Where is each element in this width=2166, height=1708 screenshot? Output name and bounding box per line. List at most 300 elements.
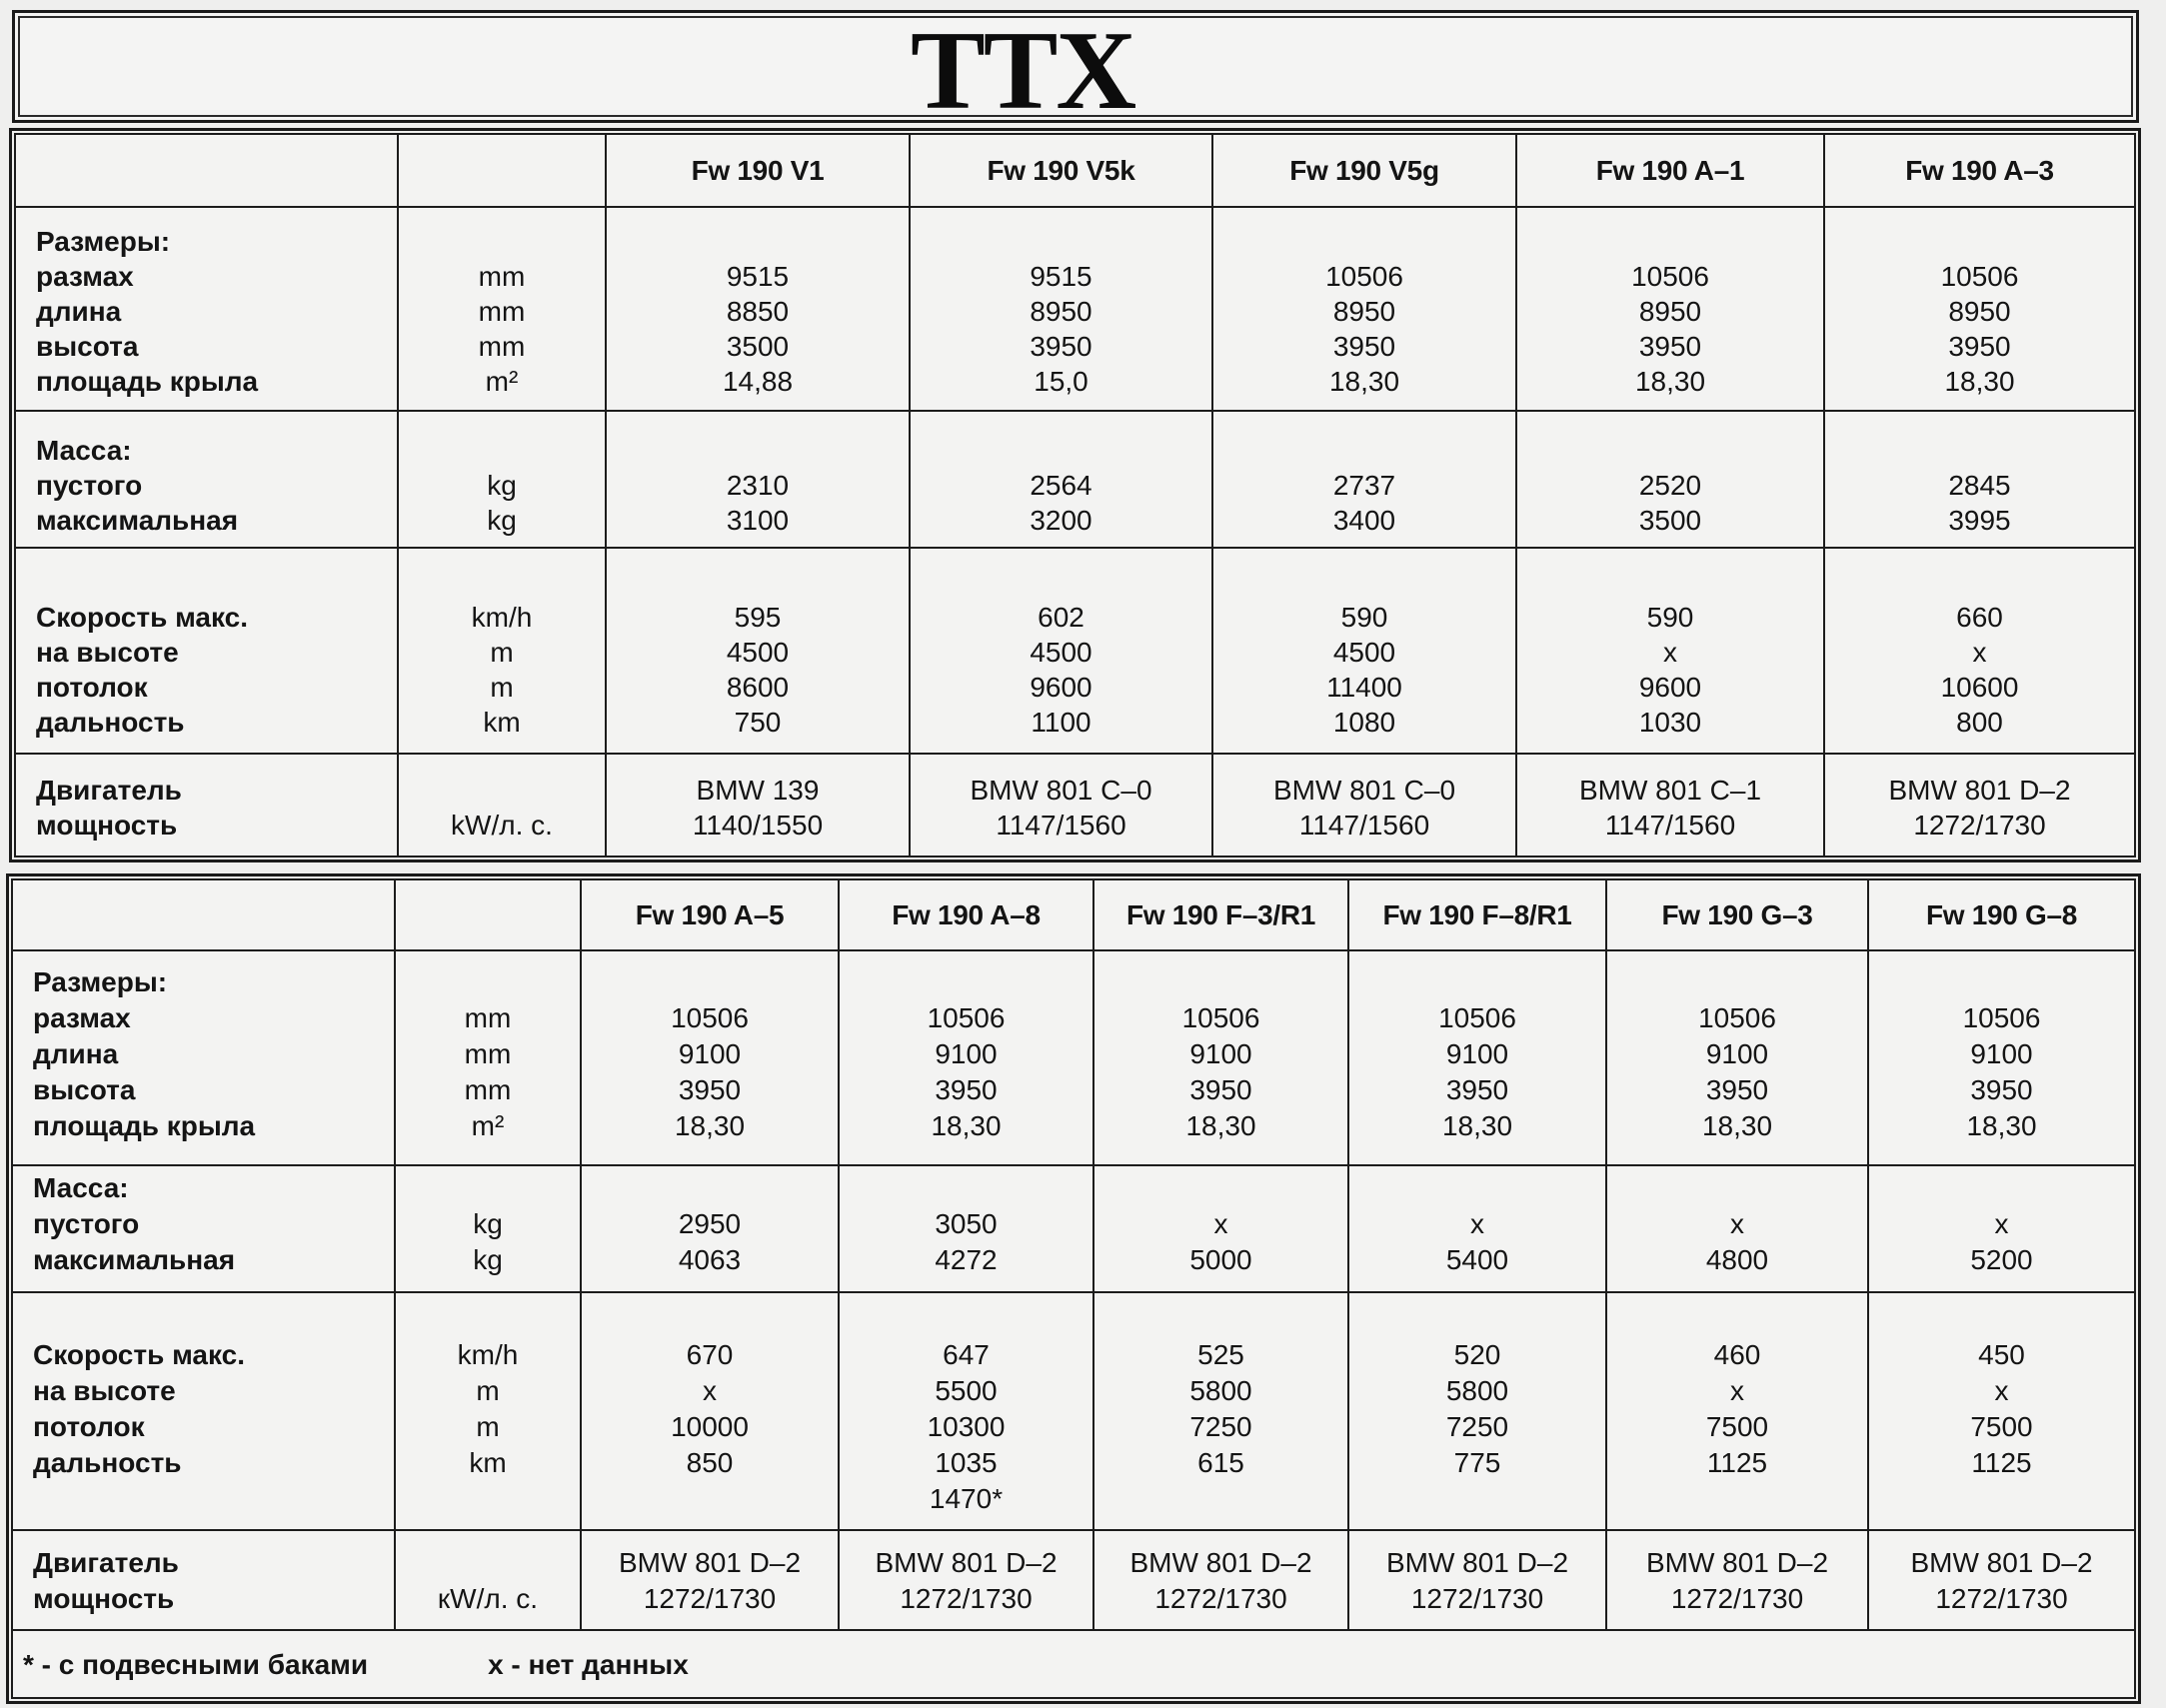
spec-value: 9100 [935, 1038, 998, 1069]
spec-value: 10000 [671, 1411, 749, 1442]
unit-label: km [469, 1447, 507, 1478]
spec-value: 3950 [1445, 1074, 1509, 1105]
spec-value: 3950 [1189, 1074, 1252, 1105]
spec-value [1869, 1170, 2134, 1206]
unit-column [395, 950, 581, 1165]
value-cell [910, 207, 1212, 411]
unit-label: km/h [457, 1339, 519, 1370]
header-row [12, 879, 2135, 950]
spec-value: 595 [734, 602, 782, 633]
value-cell [606, 548, 910, 754]
spec-value: 10506 [1698, 1002, 1776, 1033]
spec-value: 1272/1730 [1935, 1583, 2068, 1614]
spec-value: 8950 [1638, 296, 1702, 327]
value-cell [1212, 411, 1516, 548]
model-header: Fw 190 F–8/R1 [1348, 879, 1606, 950]
section-row-mass [15, 411, 2135, 548]
spec-value: BMW 801 D–2 [1129, 1547, 1312, 1578]
model-header: Fw 190 A–3 [1824, 134, 2135, 207]
spec-value: 750 [734, 707, 782, 738]
spec-value: 3950 [1705, 1074, 1769, 1105]
unit-label: mm [478, 331, 526, 362]
section-row-dimensions [12, 950, 2135, 1165]
unit-label [399, 433, 605, 468]
parameter-label: максимальная [33, 1244, 236, 1275]
section-row-mass [12, 1165, 2135, 1292]
unit-column [398, 411, 606, 548]
spec-value: 1035 [935, 1447, 998, 1478]
spec-value: 3200 [1030, 505, 1092, 536]
spec-value: x [1470, 1208, 1484, 1239]
spec-value: 3950 [1970, 1074, 2033, 1105]
spec-value: 5400 [1445, 1244, 1509, 1275]
spec-value: 9100 [1445, 1038, 1509, 1069]
spec-value: 14,88 [722, 366, 794, 397]
model-header: Fw 190 V5g [1212, 134, 1516, 207]
section-heading: Скорость макс. [36, 602, 248, 633]
unit-label: mm [464, 1038, 512, 1069]
spec-value: 15,0 [1034, 366, 1088, 397]
parameter-label: длина [33, 1038, 119, 1069]
spec-value: 3950 [935, 1074, 998, 1105]
spec-value: 9100 [678, 1038, 742, 1069]
spec-value: 1080 [1332, 707, 1396, 738]
value-cell [1516, 548, 1824, 754]
value-cell [1868, 1292, 2135, 1530]
value-cell [1606, 950, 1868, 1165]
model-header: Fw 190 G–8 [1868, 879, 2135, 950]
parameter-labels [12, 1530, 395, 1630]
section-heading: Размеры: [36, 226, 171, 257]
spec-value: 2737 [1332, 470, 1396, 501]
spec-value: 1470* [929, 1483, 1004, 1514]
section-heading: Двигатель [36, 775, 182, 806]
parameter-labels [15, 754, 398, 856]
spec-value: 18,30 [1328, 366, 1400, 397]
parameter-label: на высоте [33, 1375, 176, 1406]
spec-value: 18,30 [1441, 1110, 1513, 1141]
spec-value [1349, 1170, 1605, 1206]
spec-value: 1125 [1971, 1447, 2032, 1478]
value-cell [1516, 207, 1824, 411]
spec-value: 1272/1730 [1670, 1583, 1804, 1614]
value-cell [1824, 411, 2135, 548]
spec-value: 1147/1560 [996, 810, 1126, 841]
spec-value: 3950 [1638, 331, 1702, 362]
spec-value [911, 433, 1211, 468]
spec-value: 647 [943, 1339, 990, 1370]
unit-label: km [483, 707, 521, 738]
spec-value: 602 [1038, 602, 1084, 633]
spec-value [1825, 224, 2134, 259]
model-header: Fw 190 A–1 [1516, 134, 1824, 207]
spec-value: 9515 [1030, 261, 1092, 292]
value-cell [1093, 1165, 1348, 1292]
spec-value: 10506 [1962, 1002, 2041, 1033]
spec-value: 450 [1978, 1339, 2025, 1370]
footnote-no-data: x - нет данных [488, 1648, 689, 1680]
parameter-label: высота [33, 1074, 136, 1105]
unit-label [399, 773, 605, 808]
unit-label [399, 224, 605, 259]
spec-value: 4500 [1030, 637, 1092, 668]
spec-value: 18,30 [674, 1110, 746, 1141]
spec-value: 8950 [1948, 296, 2011, 327]
unit-label: кW/л. с. [437, 1583, 539, 1614]
footnote-row [12, 1630, 2135, 1698]
section-heading: Размеры: [33, 966, 168, 997]
spec-value [1517, 433, 1823, 468]
unit-label: m [476, 1375, 500, 1406]
value-cell [1348, 1292, 1606, 1530]
spec-value: 5200 [1970, 1244, 2033, 1275]
spec-value: 10506 [927, 1002, 1006, 1033]
spec-value: 18,30 [1701, 1110, 1773, 1141]
value-cell [606, 411, 910, 548]
spec-value: 1147/1560 [1298, 810, 1430, 841]
parameter-labels [15, 207, 398, 411]
value-cell [606, 754, 910, 856]
spec-value: 615 [1197, 1447, 1244, 1478]
parameter-label: пустого [36, 470, 143, 501]
parameter-label: высота [36, 331, 139, 362]
spec-value: 3995 [1948, 505, 2011, 536]
parameter-label: пустого [33, 1208, 140, 1239]
unit-label: km/h [471, 602, 533, 633]
spec-value: x [1994, 1208, 2009, 1239]
spec-value: 10506 [1940, 261, 2019, 292]
unit-label: kg [473, 1208, 503, 1239]
parameter-label: мощность [33, 1583, 175, 1614]
spec-value: BMW 801 D–2 [1910, 1547, 2093, 1578]
parameter-labels [15, 411, 398, 548]
value-cell [581, 1165, 839, 1292]
spec-value [1869, 964, 2134, 1000]
spec-value: 3100 [726, 505, 790, 536]
parameter-label: размах [36, 261, 134, 292]
spec-value [582, 1170, 838, 1206]
value-cell [1212, 548, 1516, 754]
spec-value: 520 [1453, 1339, 1501, 1370]
value-cell [1348, 1165, 1606, 1292]
model-header: Fw 190 V5k [910, 134, 1212, 207]
value-cell [1868, 1165, 2135, 1292]
parameter-label: площадь крыла [33, 1110, 256, 1141]
parameter-label: потолок [36, 672, 148, 703]
section-row-engine [12, 1530, 2135, 1630]
spec-value: 7500 [1705, 1411, 1769, 1442]
parameter-labels [12, 1165, 395, 1292]
spec-value: 9100 [1189, 1038, 1252, 1069]
spec-value: 18,30 [1944, 366, 2015, 397]
spec-value: BMW 801 C–0 [970, 775, 1152, 806]
unit-label: mm [478, 296, 526, 327]
spec-value: 18,30 [931, 1110, 1002, 1141]
unit-label: m² [485, 366, 519, 397]
spec-value: 4063 [678, 1244, 742, 1275]
spec-table-2 [11, 878, 2136, 1699]
spec-value: BMW 801 D–2 [1385, 1547, 1569, 1578]
spec-value [1094, 964, 1347, 1000]
spec-value: 2520 [1638, 470, 1702, 501]
spec-value: 1125 [1706, 1447, 1768, 1478]
model-header: Fw 190 A–5 [581, 879, 839, 950]
spec-value: 10506 [1325, 261, 1403, 292]
section-heading: Масса: [33, 1172, 129, 1203]
section-heading: Масса: [36, 435, 132, 466]
spec-value: 670 [686, 1339, 734, 1370]
unit-label [396, 1170, 580, 1206]
spec-value [1607, 1170, 1867, 1206]
value-cell [1212, 754, 1516, 856]
spec-value: 10506 [1181, 1002, 1260, 1033]
unit-label: kg [487, 470, 517, 501]
spec-value: 460 [1713, 1339, 1761, 1370]
spec-value: BMW 801 C–1 [1578, 775, 1762, 806]
spec-value [1213, 224, 1515, 259]
spec-value: 9100 [1970, 1038, 2033, 1069]
spec-value [1213, 433, 1515, 468]
spec-value: 5800 [1445, 1375, 1509, 1406]
spec-value: 850 [686, 1447, 734, 1478]
spec-value [1094, 1170, 1347, 1206]
unit-label: mm [464, 1074, 512, 1105]
value-cell [1824, 548, 2135, 754]
header-empty-label-cell [15, 134, 398, 207]
spec-value: 775 [1453, 1447, 1501, 1478]
spec-value: 3950 [1948, 331, 2011, 362]
spec-value: 1272/1730 [1154, 1583, 1287, 1614]
model-header: Fw 190 V1 [606, 134, 910, 207]
parameter-labels [12, 950, 395, 1165]
parameter-label: на высоте [36, 637, 179, 668]
spec-value: x [1972, 637, 1987, 668]
value-cell [581, 1292, 839, 1530]
model-header: Fw 190 A–8 [839, 879, 1093, 950]
unit-column [395, 1530, 581, 1630]
spec-value: 10506 [1438, 1002, 1516, 1033]
header-empty-unit-cell [395, 879, 581, 950]
value-cell [1093, 1530, 1348, 1630]
unit-label: mm [464, 1002, 512, 1033]
spec-table-1 [14, 133, 2136, 857]
section-heading: Скорость макс. [33, 1339, 245, 1370]
parameter-label: размах [33, 1002, 131, 1033]
value-cell [910, 548, 1212, 754]
model-header: Fw 190 G–3 [1606, 879, 1868, 950]
value-cell [1516, 754, 1824, 856]
spec-value: 18,30 [1185, 1110, 1256, 1141]
spec-value: BMW 801 D–2 [618, 1547, 802, 1578]
value-cell [1824, 754, 2135, 856]
spec-value: x [1994, 1375, 2009, 1406]
value-cell [1824, 207, 2135, 411]
spec-value: 5000 [1189, 1244, 1252, 1275]
value-cell [1212, 207, 1516, 411]
spec-value: 5500 [935, 1375, 998, 1406]
spec-value: 2310 [726, 470, 790, 501]
spec-value: 7500 [1970, 1411, 2033, 1442]
spec-value: 1272/1730 [1410, 1583, 1544, 1614]
parameter-labels [12, 1292, 395, 1530]
value-cell [606, 207, 910, 411]
spec-value: 10506 [1631, 261, 1709, 292]
value-cell [1606, 1530, 1868, 1630]
spec-value: 8850 [726, 296, 790, 327]
parameter-label: максимальная [36, 505, 239, 536]
spec-value: 4800 [1705, 1244, 1769, 1275]
spec-value: 3950 [678, 1074, 742, 1105]
value-cell [581, 950, 839, 1165]
spec-value: 8600 [726, 672, 790, 703]
spec-value: BMW 801 C–0 [1272, 775, 1456, 806]
unit-label: m [490, 672, 514, 703]
spec-value: BMW 139 [696, 775, 820, 806]
spec-value: 1272/1730 [1913, 810, 2046, 841]
unit-column [398, 754, 606, 856]
footnote-cell [12, 1630, 2135, 1698]
spec-value: x [1213, 1208, 1228, 1239]
parameter-label: длина [36, 296, 122, 327]
spec-value: 1140/1550 [692, 810, 824, 841]
spec-value: 1100 [1031, 707, 1091, 738]
spec-value [1825, 433, 2134, 468]
parameter-label: площадь крыла [36, 366, 259, 397]
spec-value [911, 224, 1211, 259]
value-cell [1606, 1165, 1868, 1292]
parameter-label: мощность [36, 810, 178, 841]
parameter-labels [15, 548, 398, 754]
unit-label: kg [473, 1244, 503, 1275]
spec-value: 590 [1646, 602, 1694, 633]
value-cell [839, 1292, 1093, 1530]
unit-label [396, 964, 580, 1000]
spec-value: 18,30 [1634, 366, 1706, 397]
section-heading: Двигатель [33, 1547, 179, 1578]
spec-value: 3950 [1030, 331, 1092, 362]
unit-label: m [476, 1411, 500, 1442]
spec-value: 1147/1560 [1604, 810, 1736, 841]
spec-value: 7250 [1189, 1411, 1252, 1442]
spec-value: 18,30 [1966, 1110, 2037, 1141]
value-cell [1348, 1530, 1606, 1630]
section-row-performance [12, 1292, 2135, 1530]
spec-value: x [1730, 1208, 1744, 1239]
spec-value [1349, 964, 1605, 1000]
spec-value [1607, 964, 1867, 1000]
section-row-dimensions [15, 207, 2135, 411]
spec-value: 9600 [1030, 672, 1092, 703]
spec-value: 9515 [726, 261, 790, 292]
value-cell [910, 411, 1212, 548]
value-cell [1606, 1292, 1868, 1530]
spec-value: 9600 [1638, 672, 1702, 703]
spec-value: 7250 [1445, 1411, 1509, 1442]
spec-value: 2564 [1030, 470, 1092, 501]
spec-value: 525 [1197, 1339, 1244, 1370]
spec-value [1517, 224, 1823, 259]
unit-column [398, 207, 606, 411]
spec-value: 4500 [1332, 637, 1396, 668]
title-box [12, 9, 2139, 133]
spec-value: 3500 [1638, 505, 1702, 536]
spec-value: x [1663, 637, 1677, 668]
unit-label [396, 1545, 580, 1581]
value-cell [1868, 950, 2135, 1165]
header-row [15, 134, 2135, 207]
header-empty-label-cell [12, 879, 395, 950]
footnote-drop-tanks: * - с подвесными баками [23, 1648, 369, 1680]
section-row-performance [15, 548, 2135, 754]
spec-value: 10300 [927, 1411, 1006, 1442]
spec-value: 1272/1730 [643, 1583, 777, 1614]
spec-value: 660 [1956, 602, 2003, 633]
value-cell [1348, 950, 1606, 1165]
value-cell [1093, 950, 1348, 1165]
section-row-engine [15, 754, 2135, 856]
spec-value: 10600 [1940, 672, 2019, 703]
spec-value: 8950 [1030, 296, 1092, 327]
unit-label: kW/л. с. [451, 810, 553, 841]
spec-value: 4272 [935, 1244, 998, 1275]
spec-value [607, 433, 909, 468]
spec-value: x [1730, 1375, 1744, 1406]
unit-label: m² [471, 1110, 505, 1141]
spec-value [840, 1170, 1092, 1206]
spec-value [582, 964, 838, 1000]
parameter-label: дальность [33, 1447, 182, 1478]
spec-value: BMW 801 D–2 [1888, 775, 2071, 806]
value-cell [1516, 411, 1824, 548]
value-cell [1093, 1292, 1348, 1530]
spec-value: 9100 [1705, 1038, 1769, 1069]
parameter-label: потолок [33, 1411, 145, 1442]
spec-value: 8950 [1332, 296, 1396, 327]
unit-column [395, 1165, 581, 1292]
spec-value: BMW 801 D–2 [875, 1547, 1058, 1578]
spec-value: 3050 [935, 1208, 998, 1239]
spec-value: 2950 [678, 1208, 742, 1239]
value-cell [839, 1530, 1093, 1630]
spec-value: 800 [1956, 707, 2003, 738]
spec-value: 5800 [1189, 1375, 1252, 1406]
unit-column [398, 548, 606, 754]
value-cell [581, 1530, 839, 1630]
spec-value: 3500 [726, 331, 790, 362]
spec-value: x [703, 1375, 717, 1406]
unit-label: mm [478, 261, 526, 292]
value-cell [1868, 1530, 2135, 1630]
spec-value: 11400 [1326, 672, 1402, 703]
spec-value: 3950 [1332, 331, 1396, 362]
spec-value: 3400 [1332, 505, 1396, 536]
spec-value: 590 [1340, 602, 1388, 633]
unit-label: m [490, 637, 514, 668]
value-cell [839, 950, 1093, 1165]
spec-value: 1030 [1638, 707, 1702, 738]
spec-value [840, 964, 1092, 1000]
value-cell [839, 1165, 1093, 1292]
model-header: Fw 190 F–3/R1 [1093, 879, 1348, 950]
unit-column [395, 1292, 581, 1530]
header-empty-unit-cell [398, 134, 606, 207]
spec-value: BMW 801 D–2 [1645, 1547, 1829, 1578]
parameter-label: дальность [36, 707, 185, 738]
page-title: TTX [911, 9, 1135, 133]
value-cell [910, 754, 1212, 856]
spec-value: 1272/1730 [900, 1583, 1033, 1614]
unit-label: kg [487, 505, 517, 536]
